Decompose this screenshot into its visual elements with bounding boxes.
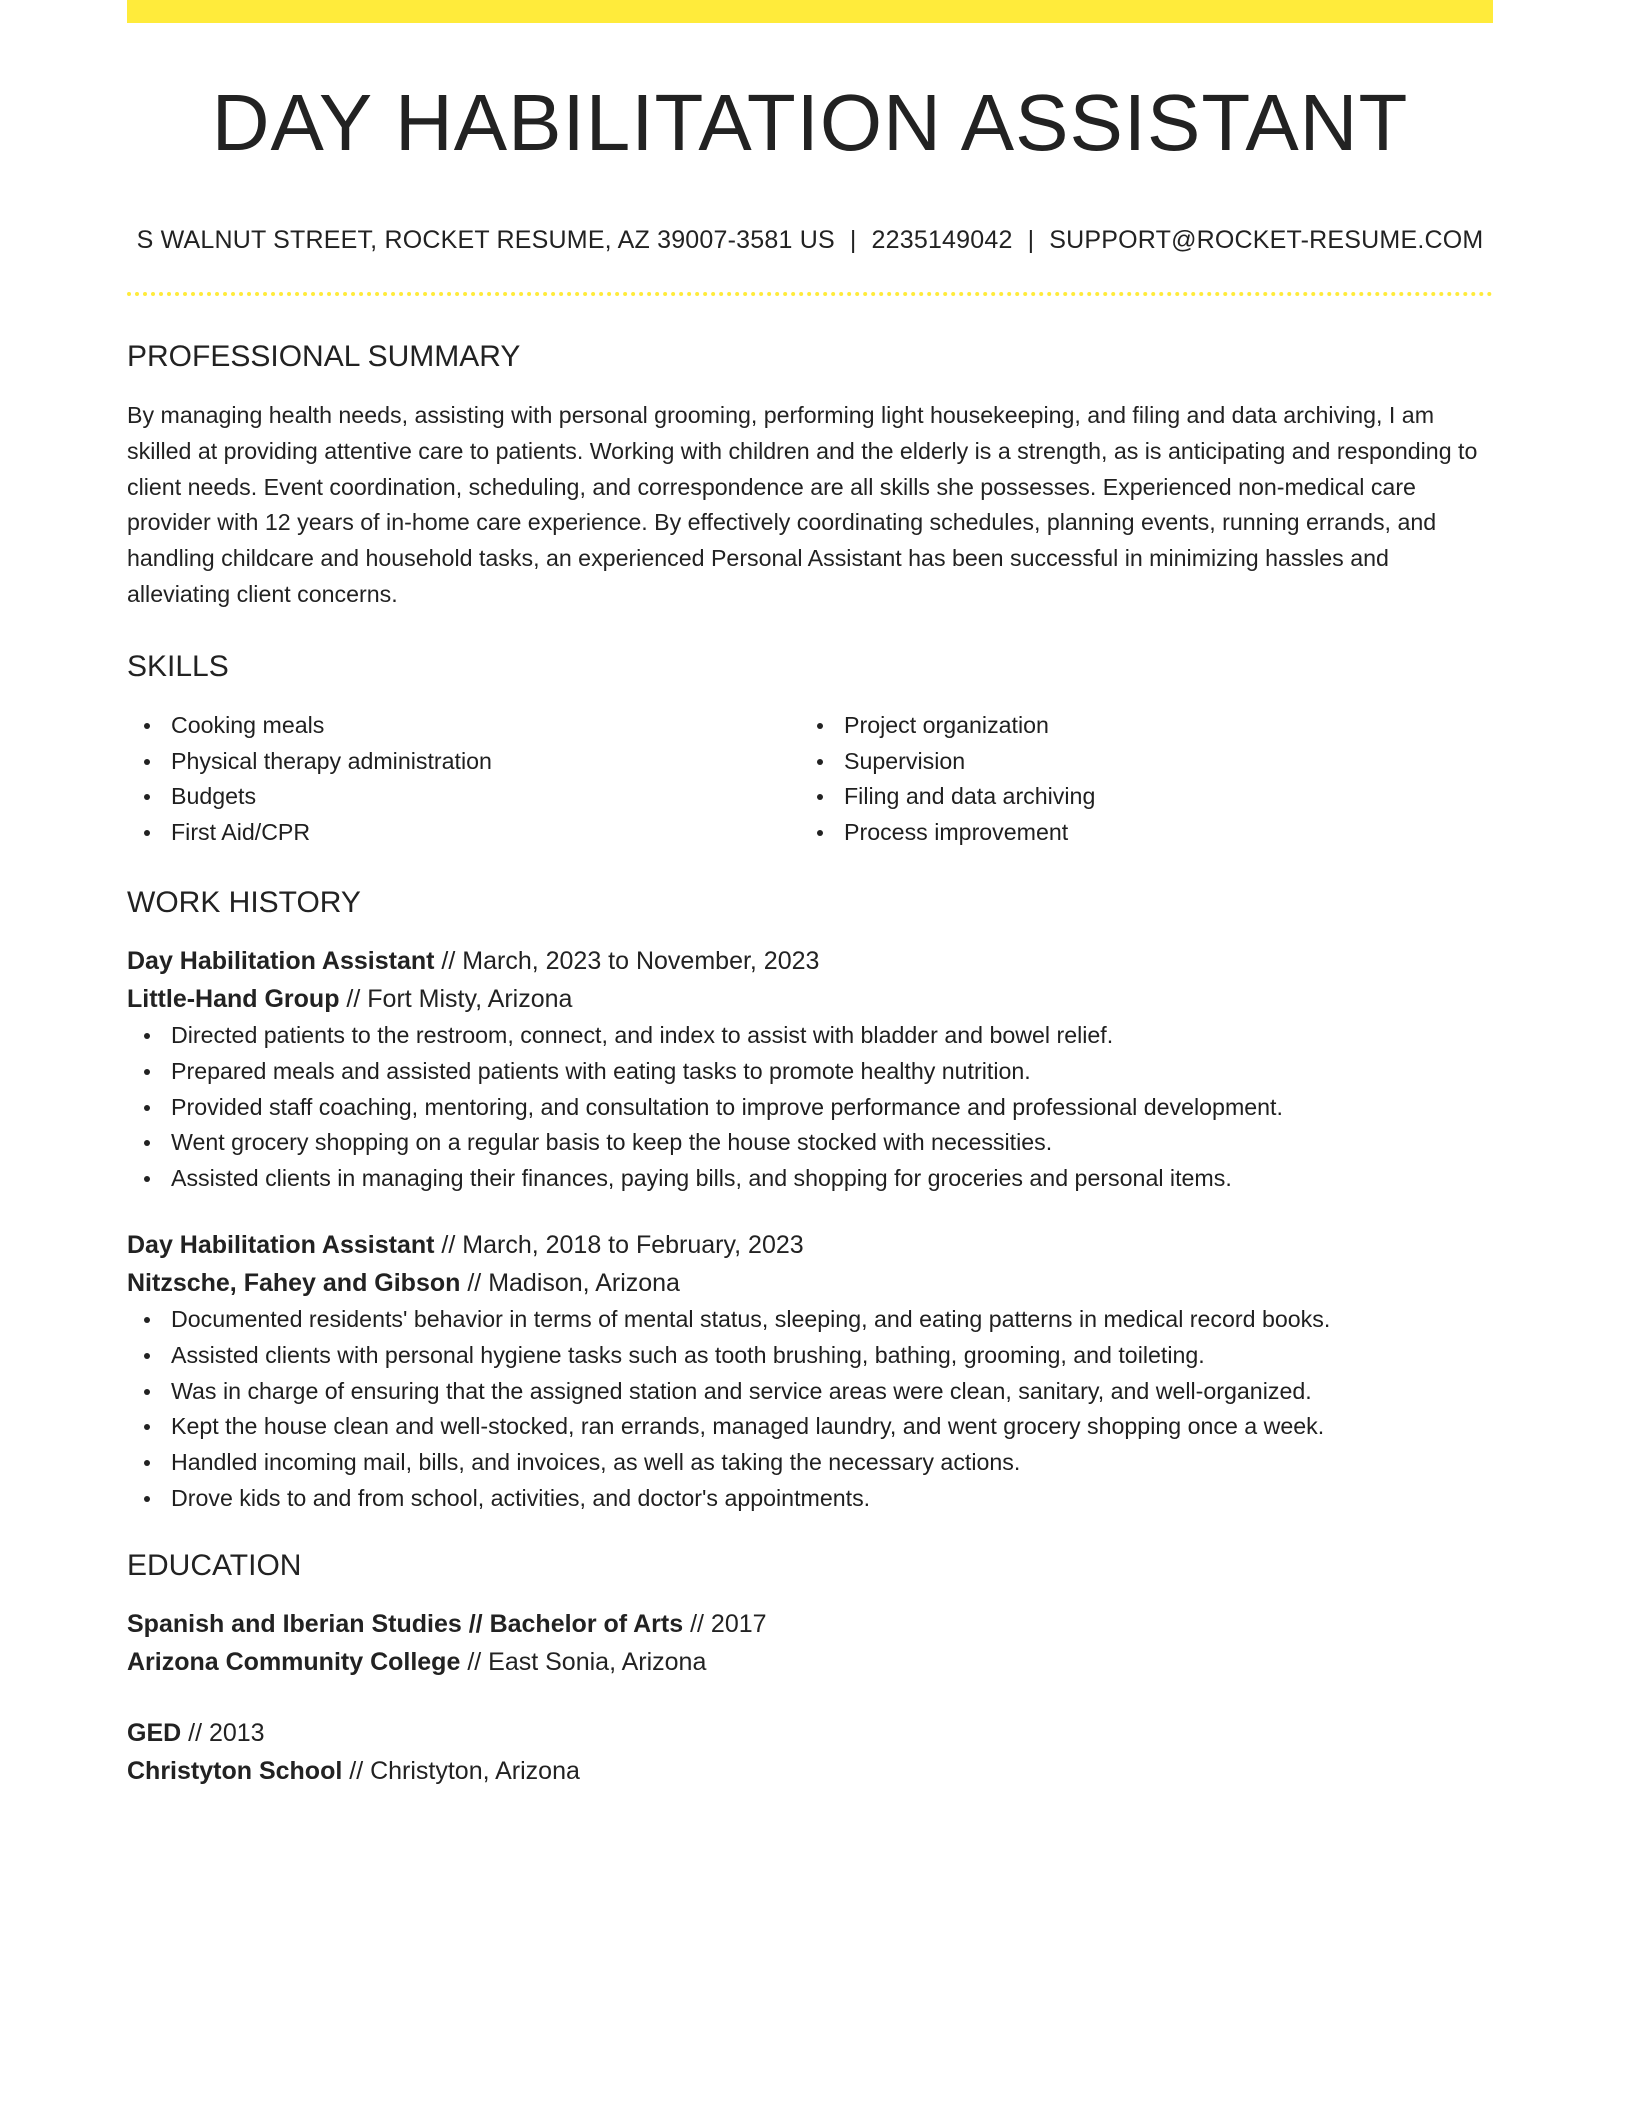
- skill-item: Supervision: [800, 744, 1473, 780]
- job-role: Day Habilitation Assistant: [127, 1230, 435, 1259]
- resume-page: [127, 0, 1493, 1790]
- contact-address: S WALNUT STREET, ROCKET RESUME, AZ 39007-3581 US: [136, 226, 835, 254]
- job-bullets: [127, 1018, 1493, 1197]
- skill-item: Cooking meals: [127, 708, 800, 744]
- education-location: // East Sonia, Arizona: [460, 1647, 707, 1676]
- skill-item: Process improvement: [800, 815, 1473, 851]
- education-year: // 2013: [181, 1718, 265, 1747]
- dotted-divider: [127, 292, 1493, 296]
- job-bullets: [127, 1302, 1493, 1517]
- job-bullet: Documented residents' behavior in terms of mental status, sleeping, and eating patterns in medical record books.: [127, 1302, 1493, 1338]
- job-bullet: Provided staff coaching, mentoring, and consultation to improve performance and professional development.: [127, 1090, 1493, 1126]
- job-location: // Madison, Arizona: [460, 1268, 680, 1297]
- education-school: Arizona Community College: [127, 1647, 461, 1676]
- education-degree: Spanish and Iberian Studies // Bachelor of Arts: [127, 1609, 684, 1638]
- skill-item: Budgets: [127, 779, 800, 815]
- job-company-line: [127, 1264, 1493, 1302]
- job-bullet: Drove kids to and from school, activities, and doctor's appointments.: [127, 1481, 1493, 1517]
- summary-text: By managing health needs, assisting with personal grooming, performing light housekeeping, and filing and data archiving, I am skilled at providing attentive care to patients. Working with children and the elderly is a strength, as is anticipating and responding to client needs. Event coordination, scheduling, and correspondence are all skills she possesses. Experienced non-medical care provider with 12 years of in-home care experience. By effectively coordinating schedules, planning events, running errands, and handling childcare and household tasks, an experienced Personal Assistant has been successful in minimizing hassles and alleviating client concerns.: [127, 402, 1478, 607]
- section-title-education: EDUCATION: [127, 1548, 302, 1582]
- education-entry: [127, 1714, 1493, 1790]
- skill-item: Physical therapy administration: [127, 744, 800, 780]
- job-bullet: Went grocery shopping on a regular basis to keep the house stocked with necessities.: [127, 1125, 1493, 1161]
- job-role-line: [127, 942, 1493, 980]
- job-bullet: Handled incoming mail, bills, and invoices, as well as taking the necessary actions.: [127, 1445, 1493, 1481]
- education-school-line: [127, 1752, 1493, 1790]
- contact-email: SUPPORT@ROCKET-RESUME.COM: [1049, 226, 1484, 254]
- job-bullet: Was in charge of ensuring that the assigned station and service areas were clean, sanitary, and well-organized.: [127, 1374, 1493, 1410]
- education-year: // 2017: [683, 1609, 767, 1638]
- skill-item: First Aid/CPR: [127, 815, 800, 851]
- education-degree-line: [127, 1714, 1493, 1752]
- job-bullet: Directed patients to the restroom, connect, and index to assist with bladder and bowel relief.: [127, 1018, 1493, 1054]
- skills-column-right: [800, 708, 1473, 851]
- job-company: Nitzsche, Fahey and Gibson: [127, 1268, 461, 1297]
- job-bullet: Kept the house clean and well-stocked, ran errands, managed laundry, and went grocery shopping once a week.: [127, 1409, 1493, 1445]
- skill-item: Project organization: [800, 708, 1473, 744]
- contact-line: [127, 226, 1493, 255]
- education-entry: [127, 1605, 1493, 1681]
- job-dates: // March, 2018 to February, 2023: [434, 1230, 804, 1259]
- skills-list: [127, 708, 1493, 851]
- section-title-work: WORK HISTORY: [127, 885, 361, 919]
- section-title-summary: PROFESSIONAL SUMMARY: [127, 340, 521, 373]
- education-school: Christyton School: [127, 1756, 343, 1785]
- skill-item: Filing and data archiving: [800, 779, 1473, 815]
- contact-phone: 2235149042: [871, 226, 1013, 254]
- section-title-skills: SKILLS: [127, 649, 229, 683]
- job-role: Day Habilitation Assistant: [127, 946, 435, 975]
- education-school-line: [127, 1643, 1493, 1681]
- job-dates: // March, 2023 to November, 2023: [434, 946, 820, 975]
- contact-separator: |: [849, 226, 857, 254]
- job-bullet: Assisted clients with personal hygiene tasks such as tooth brushing, bathing, grooming, and toileting.: [127, 1338, 1493, 1374]
- accent-bar: [127, 0, 1493, 23]
- skills-column-left: [127, 708, 800, 851]
- education-degree: GED: [127, 1718, 182, 1747]
- education-degree-line: [127, 1605, 1493, 1643]
- job-entry: [127, 942, 1493, 1018]
- candidate-name: DAY HABILITATION ASSISTANT: [211, 78, 1409, 167]
- job-company: Little-Hand Group: [127, 984, 340, 1013]
- contact-separator: |: [1027, 226, 1035, 254]
- education-location: // Christyton, Arizona: [342, 1756, 580, 1785]
- job-entry: [127, 1226, 1493, 1302]
- job-company-line: [127, 980, 1493, 1018]
- job-role-line: [127, 1226, 1493, 1264]
- job-bullet: Prepared meals and assisted patients with eating tasks to promote healthy nutrition.: [127, 1054, 1493, 1090]
- job-bullet: Assisted clients in managing their finances, paying bills, and shopping for groceries and personal items.: [127, 1161, 1493, 1197]
- job-location: // Fort Misty, Arizona: [339, 984, 573, 1013]
